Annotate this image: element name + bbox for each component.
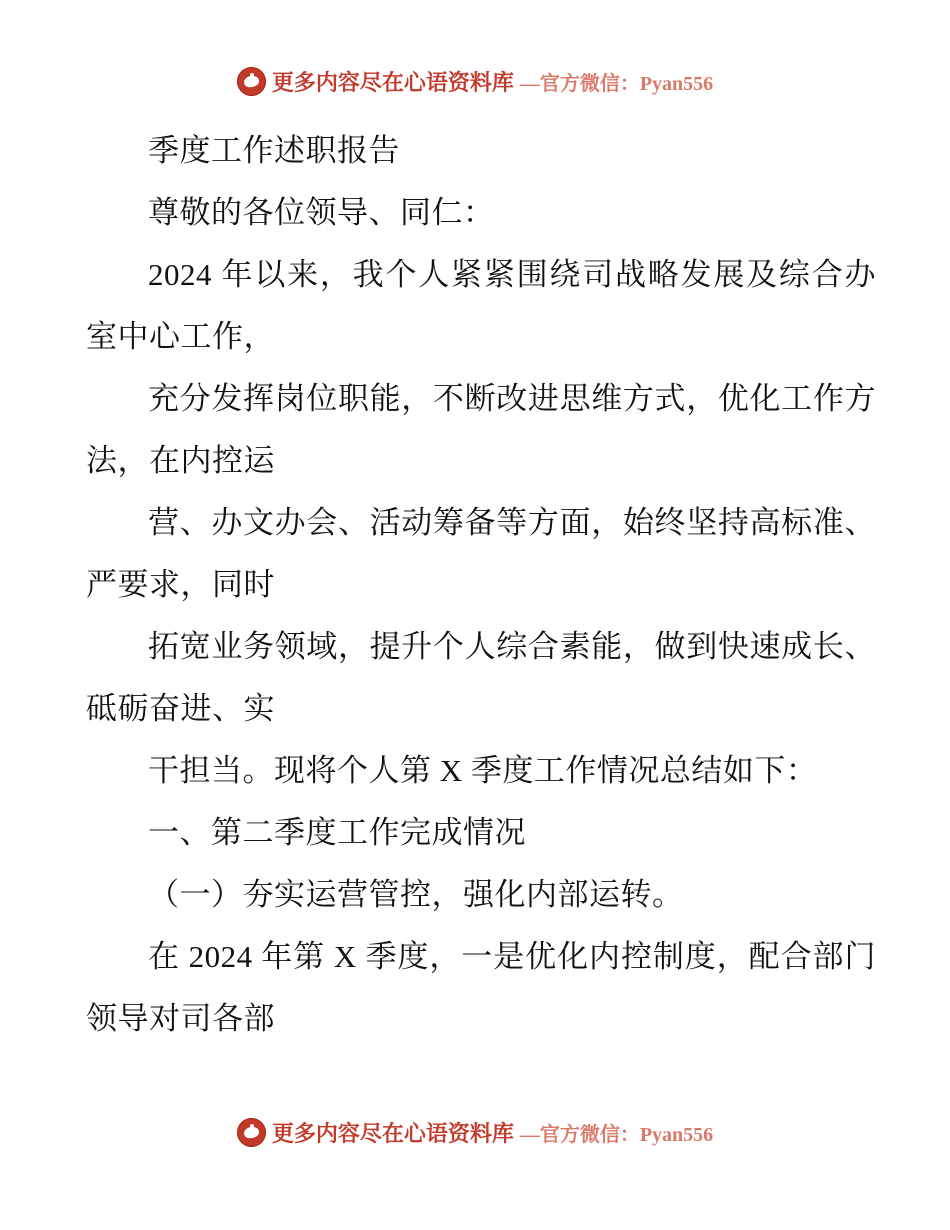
document-title: 季度工作述职报告	[148, 133, 400, 168]
watermark-main-text: 更多内容尽在心语资料库	[271, 1121, 514, 1146]
salutation: 尊敬的各位领导、同仁：	[148, 195, 495, 230]
document-body	[86, 120, 876, 1050]
paragraph: 充分发挥岗位职能，不断改进思维方式，优化工作方法，在内控运	[86, 381, 876, 478]
flame-circle-icon	[237, 1118, 266, 1147]
watermark-sub-text: —官方微信：Pyan556	[519, 73, 714, 95]
watermark-top	[0, 66, 950, 97]
flame-circle-icon	[237, 67, 266, 96]
watermark-sub-text: —官方微信：Pyan556	[519, 1124, 714, 1146]
paragraph: 拓宽业务领域，提升个人综合素能，做到快速成长、砥砺奋进、实	[86, 629, 876, 726]
watermark-bottom	[0, 1117, 950, 1148]
watermark-main-text: 更多内容尽在心语资料库	[271, 70, 514, 95]
paragraph: 营、办文办会、活动筹备等方面，始终坚持高标准、严要求，同时	[86, 505, 876, 602]
subsection-heading: （一）夯实运营管控，强化内部运转。	[148, 877, 684, 912]
paragraph: 在 2024 年第 X 季度，一是优化内控制度，配合部门领导对司各部	[86, 939, 876, 1036]
paragraph: 2024 年以来，我个人紧紧围绕司战略发展及综合办室中心工作，	[86, 257, 876, 354]
section-heading: 一、第二季度工作完成情况	[148, 815, 526, 850]
paragraph: 干担当。现将个人第 X 季度工作情况总结如下：	[148, 753, 818, 788]
